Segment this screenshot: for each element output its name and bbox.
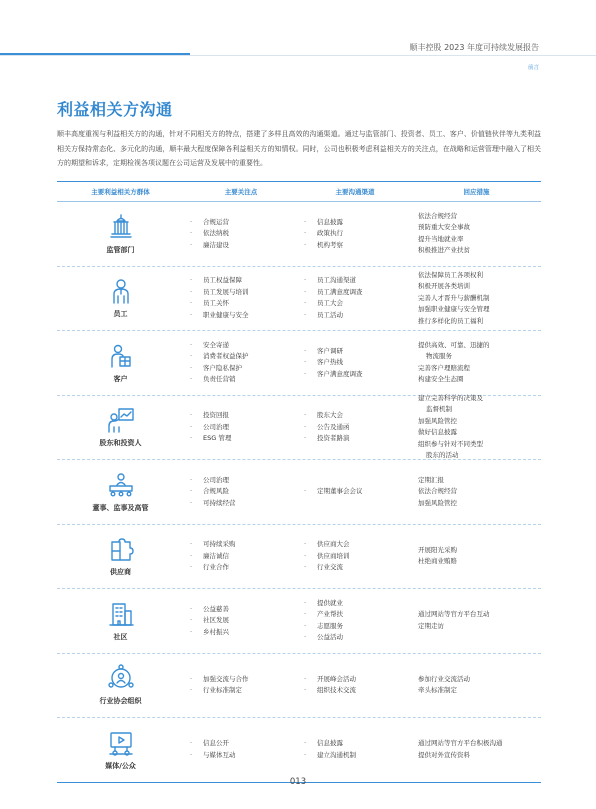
page-number: 013 <box>289 777 307 787</box>
courier-package-icon <box>106 341 136 371</box>
concern-item: · 客户隐私保护 <box>190 363 249 375</box>
header-stakeholder-group: 主要利益相关方群体 <box>91 188 150 196</box>
puzzle-partner-icon <box>106 534 136 564</box>
channels-cell <box>298 525 412 589</box>
concerns-cell <box>184 396 298 460</box>
concern-item: · 廉洁建设 <box>190 240 229 252</box>
concern-item: · 员工权益保障 <box>190 275 249 287</box>
presentation-chart-icon <box>106 405 136 435</box>
response-item: 组织参与针对不同类型 <box>418 439 483 448</box>
table-row <box>57 525 541 590</box>
response-item: 积极推进产业扶贫 <box>418 246 470 255</box>
channel-item: · 开展峰会活动 <box>304 674 356 686</box>
concern-item: · 可持续采购 <box>190 539 236 551</box>
concern-item: · 与媒体互动 <box>190 750 236 762</box>
concern-item: · 行业标准制定 <box>190 685 249 697</box>
response-item: 加强风险管控 <box>418 498 457 507</box>
response-item: 通过网站等官方平台积极沟通 <box>418 739 503 748</box>
response-item: 依法保障员工各项权利 <box>418 270 483 279</box>
stakeholder-group-cell <box>57 654 184 718</box>
capitol-building-icon <box>106 212 136 242</box>
response-item: 参加行业交流活动 <box>418 674 470 683</box>
response-item: 定期走访 <box>418 621 444 630</box>
channel-item: · 行业交流 <box>304 562 350 574</box>
concern-item: · 依法纳税 <box>190 228 229 240</box>
community-building-icon <box>106 599 136 629</box>
channel-item: · 信息披露 <box>304 738 356 750</box>
concern-item: · 社区发展 <box>190 615 229 627</box>
channel-item: · 客户调研 <box>304 346 363 358</box>
responses-cell <box>412 718 541 782</box>
concern-item: · 行业合作 <box>190 562 236 574</box>
stakeholder-group-cell <box>57 396 184 460</box>
channels-cell <box>298 654 412 718</box>
response-item: 牵头标准制定 <box>418 686 457 695</box>
channels-cell <box>298 331 412 395</box>
response-item: 完善客户理赔流程 <box>418 363 470 372</box>
stakeholder-group-label: 供应商 <box>110 568 131 576</box>
report-title: 顺丰控股 2023 年度可持续发展报告 <box>409 43 539 52</box>
responses-cell <box>412 331 541 395</box>
channel-item: · 供应商大会 <box>304 539 350 551</box>
stakeholder-group-label: 媒体/公众 <box>105 761 136 770</box>
stakeholder-group-cell <box>57 525 184 589</box>
concern-item: · 公益慈善 <box>190 604 229 616</box>
concern-item: · 安全寄递 <box>190 340 249 352</box>
channel-item: · 投资者路演 <box>304 433 350 445</box>
employee-icon <box>106 276 136 306</box>
table-row <box>57 331 541 396</box>
response-item: 提升当地就业率 <box>418 234 464 243</box>
intro-paragraph: 顺丰高度重视与利益相关方的沟通，针对不同相关方的特点，搭建了多样且高效的沟通渠道。通过与监管部门、投资者、员工、客户、价值链伙伴等九类利益相关方保持常态化、多元化的沟通，顺丰最大程度保障各利益相关方的知情权。同时，公司也积极考虑利益相关方的关注点，在战略和运营管理中融入了相关方的期望和诉求，定期检视各项议题在公司运营及发展中的重要性。 <box>57 130 541 167</box>
table-row <box>57 654 541 719</box>
concern-item: · 廉洁诚信 <box>190 551 236 563</box>
stakeholder-group-label: 监管部门 <box>106 245 135 254</box>
board-meeting-icon <box>106 470 136 500</box>
channel-item: · 员工大会 <box>304 298 363 310</box>
stakeholder-group-label: 股东和投资人 <box>99 439 142 447</box>
channel-item: · 产业帮扶 <box>304 609 343 621</box>
table-row <box>57 460 541 525</box>
response-item: 提供对外宣传资料 <box>418 750 470 759</box>
concern-item: · ESG 管理 <box>190 433 231 445</box>
response-item: 通过网站等官方平台互动 <box>418 610 490 619</box>
channels-cell <box>298 202 412 266</box>
header-key-concerns: 主要关注点 <box>224 188 258 196</box>
response-item: 开展阳光采购 <box>418 545 457 554</box>
response-item: 物流服务 <box>426 352 452 361</box>
concern-item: · 乡村振兴 <box>190 627 229 639</box>
stakeholder-group-cell <box>57 589 184 653</box>
channel-item: · 定期董事会会议 <box>304 486 363 498</box>
stakeholder-group-label: 社区 <box>113 632 128 641</box>
channel-item: · 客户满意度调查 <box>304 369 363 381</box>
channel-item: · 员工活动 <box>304 310 363 322</box>
stakeholder-group-label: 员工 <box>113 310 128 318</box>
response-item: 做好信息披露 <box>418 428 457 437</box>
response-item: 推行多样化的员工福利 <box>418 316 483 325</box>
channels-cell <box>298 267 412 331</box>
responses-cell <box>412 654 541 718</box>
responses-cell <box>412 267 541 331</box>
response-item: 监督机制 <box>426 405 452 414</box>
channel-item: · 提供就业 <box>304 598 343 610</box>
concern-item: · 可持续经营 <box>190 498 236 510</box>
concerns-cell <box>184 331 298 395</box>
concern-item: · 消费者权益保护 <box>190 351 249 363</box>
channel-item: · 供应商培训 <box>304 551 350 563</box>
channel-item: · 公告及通函 <box>304 422 350 434</box>
concern-item: · 加强交流与合作 <box>190 674 249 686</box>
stakeholder-table <box>57 181 541 783</box>
concern-item: · 公司治理 <box>190 475 236 487</box>
concerns-cell <box>184 202 298 266</box>
concern-item: · 投资回报 <box>190 410 231 422</box>
concern-item: · 合规运营 <box>190 217 229 229</box>
channels-cell <box>298 589 412 653</box>
section-tag: 前言 <box>527 65 539 71</box>
concern-item: · 员工关怀 <box>190 298 249 310</box>
header-communication-channels: 主要沟通渠道 <box>335 188 375 196</box>
concern-item: · 负责任营销 <box>190 374 249 386</box>
header-rule <box>0 55 596 56</box>
response-item: 加强风险管控 <box>418 416 457 425</box>
concern-item: · 员工发展与培训 <box>190 287 249 299</box>
response-item: 构建安全生态圈 <box>418 375 464 384</box>
response-item: 积极开展各类培训 <box>418 282 470 290</box>
table-row <box>57 202 541 267</box>
stakeholder-group-label: 客户 <box>113 374 128 383</box>
stakeholder-group-label: 董事、监事及高管 <box>92 503 149 512</box>
response-item: 依法合规经营 <box>418 487 457 495</box>
channel-item: · 客户热线 <box>304 357 363 369</box>
stakeholder-group-cell <box>57 718 184 782</box>
responses-cell <box>412 589 541 653</box>
channel-item: · 员工沟通渠道 <box>304 275 363 287</box>
table-row <box>57 393 541 461</box>
concerns-cell <box>184 460 298 524</box>
header-responses: 回应措施 <box>463 188 490 196</box>
stakeholder-group-cell <box>57 202 184 266</box>
response-item: 完善人才晋升与薪酬机制 <box>418 293 490 302</box>
concerns-cell <box>184 654 298 718</box>
channels-cell <box>298 718 412 782</box>
concerns-cell <box>184 589 298 653</box>
table-row <box>57 589 541 654</box>
concerns-cell <box>184 525 298 589</box>
channels-cell <box>298 396 412 460</box>
responses-cell <box>412 525 541 589</box>
channel-item: · 志愿服务 <box>304 621 343 633</box>
channel-item: · 政策执行 <box>304 228 343 240</box>
stakeholder-group-cell <box>57 267 184 331</box>
response-item: 股东的活动 <box>426 451 459 460</box>
channel-item: · 建立沟通机制 <box>304 750 356 762</box>
page-title: 利益相关方沟通 <box>57 100 173 119</box>
table-body <box>57 202 541 783</box>
channel-item: · 员工满意度调查 <box>304 287 363 299</box>
response-item: 加强职业健康与安全管理 <box>418 305 490 313</box>
responses-cell <box>412 460 541 524</box>
channel-item: · 机构考察 <box>304 240 343 252</box>
concerns-cell <box>184 718 298 782</box>
channel-item: · 股东大会 <box>304 410 350 422</box>
table-row <box>57 718 541 783</box>
response-item: 杜绝商业贿赂 <box>418 557 457 566</box>
response-item: 定期汇报 <box>418 475 444 484</box>
stakeholder-group-cell <box>57 331 184 395</box>
concerns-cell <box>184 267 298 331</box>
network-people-icon <box>106 663 136 693</box>
concern-item: · 公司治理 <box>190 422 231 434</box>
media-broadcast-icon <box>106 728 136 758</box>
channel-item: · 信息披露 <box>304 217 343 229</box>
concern-item: · 信息公开 <box>190 738 236 750</box>
concern-item: · 合规风险 <box>190 486 236 498</box>
stakeholder-group-cell <box>57 460 184 524</box>
table-row <box>57 267 541 332</box>
concern-item: · 职业健康与安全 <box>190 310 249 322</box>
response-item: 建立完善科学的决策及 <box>418 393 483 402</box>
stakeholder-group-label: 行业协会组织 <box>99 697 142 705</box>
channel-item: · 组织技术交流 <box>304 685 356 697</box>
responses-cell <box>412 202 541 266</box>
response-item: 依法合规经营 <box>418 211 457 220</box>
channels-cell <box>298 460 412 524</box>
response-item: 预防重大安全事故 <box>418 223 470 232</box>
table-header <box>57 181 541 202</box>
response-item: 提供高效、可靠、迅捷的 <box>418 340 490 349</box>
channel-item: · 公益活动 <box>304 632 343 644</box>
responses-cell <box>412 393 541 460</box>
